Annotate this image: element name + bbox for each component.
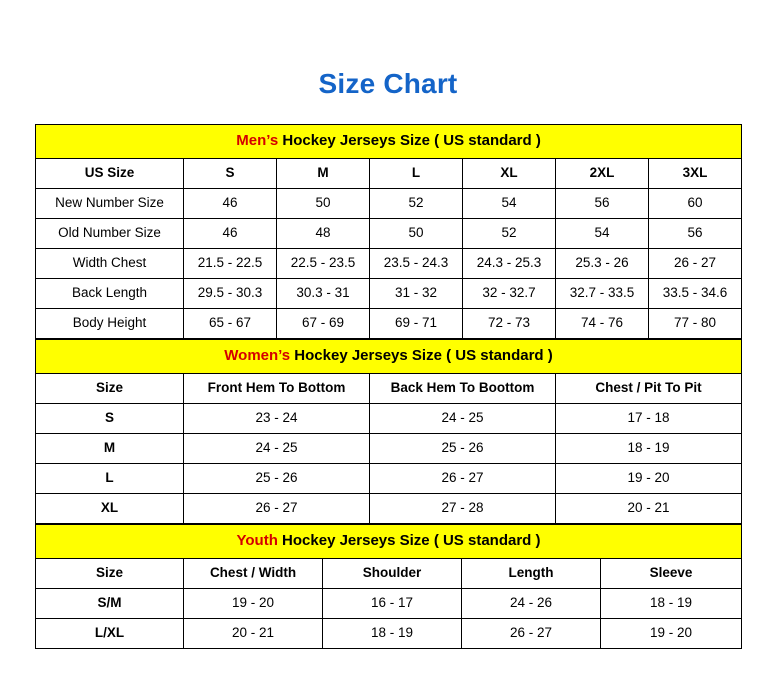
mens-row-3-cell-6: 33.5 - 34.6 — [649, 279, 742, 309]
womens-banner-cell — [36, 340, 742, 374]
womens-row-0-label: S — [36, 404, 184, 434]
womens-header-cell-3: Chest / Pit To Pit — [556, 374, 742, 404]
womens-row-1-cell-3: 18 - 19 — [556, 434, 742, 464]
mens-row-3-cell-2: 30.3 - 31 — [277, 279, 370, 309]
womens-row-0-cell-2: 24 - 25 — [370, 404, 556, 434]
mens-row-0-cell-3: 52 — [370, 189, 463, 219]
womens-row-3-cell-1: 26 - 27 — [184, 494, 370, 524]
mens-row-2-cell-3: 23.5 - 24.3 — [370, 249, 463, 279]
mens-row-0-cell-2: 50 — [277, 189, 370, 219]
youth-banner-cell — [36, 525, 742, 559]
mens-row-3-label: Back Length — [36, 279, 184, 309]
youth-row-1-cell-2: 18 - 19 — [323, 619, 462, 649]
womens-header-cell-1: Front Hem To Bottom — [184, 374, 370, 404]
mens-row-1-label: Old Number Size — [36, 219, 184, 249]
mens-header-cell-2: M — [277, 159, 370, 189]
youth-row-1-label: L/XL — [36, 619, 184, 649]
youth-row-1-cell-3: 26 - 27 — [462, 619, 601, 649]
mens-row-3-cell-3: 31 - 32 — [370, 279, 463, 309]
mens-header-cell-4: XL — [463, 159, 556, 189]
womens-row-0-cell-3: 17 - 18 — [556, 404, 742, 434]
womens-size-table — [35, 339, 742, 524]
womens-row-2-cell-2: 26 - 27 — [370, 464, 556, 494]
womens-row-1-cell-1: 24 - 25 — [184, 434, 370, 464]
mens-banner-row — [36, 125, 742, 159]
table-row — [36, 279, 742, 309]
youth-row-0-cell-2: 16 - 17 — [323, 589, 462, 619]
mens-row-2-cell-5: 25.3 - 26 — [556, 249, 649, 279]
womens-header-row — [36, 374, 742, 404]
mens-banner-cell — [36, 125, 742, 159]
table-row — [36, 189, 742, 219]
mens-row-2-cell-6: 26 - 27 — [649, 249, 742, 279]
mens-row-4-cell-6: 77 - 80 — [649, 309, 742, 339]
mens-row-0-cell-1: 46 — [184, 189, 277, 219]
youth-header-cell-0: Size — [36, 559, 184, 589]
mens-row-1-cell-5: 54 — [556, 219, 649, 249]
mens-row-4-label: Body Height — [36, 309, 184, 339]
youth-row-0-cell-4: 18 - 19 — [601, 589, 742, 619]
mens-row-0-cell-4: 54 — [463, 189, 556, 219]
womens-row-0-cell-1: 23 - 24 — [184, 404, 370, 434]
womens-row-3-cell-2: 27 - 28 — [370, 494, 556, 524]
mens-size-table — [35, 124, 742, 339]
youth-size-table — [35, 524, 742, 649]
mens-row-4-cell-1: 65 - 67 — [184, 309, 277, 339]
youth-header-row — [36, 559, 742, 589]
size-tables — [35, 124, 741, 649]
table-row — [36, 404, 742, 434]
mens-row-3-cell-5: 32.7 - 33.5 — [556, 279, 649, 309]
mens-banner-rest: Hockey Jerseys Size ( US standard ) — [278, 132, 541, 150]
womens-row-2-cell-1: 25 - 26 — [184, 464, 370, 494]
table-row — [36, 309, 742, 339]
youth-banner-accent: Youth — [236, 532, 278, 550]
womens-banner-rest: Hockey Jerseys Size ( US standard ) — [290, 347, 553, 365]
mens-header-cell-0: US Size — [36, 159, 184, 189]
youth-banner-row — [36, 525, 742, 559]
womens-row-2-label: L — [36, 464, 184, 494]
youth-row-1-cell-4: 19 - 20 — [601, 619, 742, 649]
mens-header-cell-5: 2XL — [556, 159, 649, 189]
mens-row-1-cell-6: 56 — [649, 219, 742, 249]
mens-row-0-label: New Number Size — [36, 189, 184, 219]
womens-header-cell-2: Back Hem To Boottom — [370, 374, 556, 404]
youth-row-0-cell-3: 24 - 26 — [462, 589, 601, 619]
table-row — [36, 464, 742, 494]
youth-banner-rest: Hockey Jerseys Size ( US standard ) — [277, 532, 541, 550]
youth-header-cell-2: Shoulder — [323, 559, 462, 589]
mens-row-4-cell-5: 74 - 76 — [556, 309, 649, 339]
youth-row-1-cell-1: 20 - 21 — [184, 619, 323, 649]
mens-row-0-cell-6: 60 — [649, 189, 742, 219]
youth-header-cell-1: Chest / Width — [184, 559, 323, 589]
mens-header-cell-1: S — [184, 159, 277, 189]
womens-banner-accent: Women’s — [224, 347, 291, 365]
youth-row-0-label: S/M — [36, 589, 184, 619]
table-row — [36, 249, 742, 279]
mens-row-0-cell-5: 56 — [556, 189, 649, 219]
table-row — [36, 619, 742, 649]
mens-header-cell-3: L — [370, 159, 463, 189]
womens-header-cell-0: Size — [36, 374, 184, 404]
womens-row-2-cell-3: 19 - 20 — [556, 464, 742, 494]
mens-row-4-cell-2: 67 - 69 — [277, 309, 370, 339]
page-title: Size Chart — [318, 68, 458, 99]
table-row — [36, 494, 742, 524]
mens-row-1-cell-1: 46 — [184, 219, 277, 249]
mens-header-cell-6: 3XL — [649, 159, 742, 189]
mens-row-2-label: Width Chest — [36, 249, 184, 279]
womens-row-3-cell-3: 20 - 21 — [556, 494, 742, 524]
mens-row-2-cell-4: 24.3 - 25.3 — [463, 249, 556, 279]
youth-header-cell-3: Length — [462, 559, 601, 589]
womens-row-3-label: XL — [36, 494, 184, 524]
womens-row-1-cell-2: 25 - 26 — [370, 434, 556, 464]
mens-row-2-cell-1: 21.5 - 22.5 — [184, 249, 277, 279]
table-row — [36, 434, 742, 464]
mens-row-2-cell-2: 22.5 - 23.5 — [277, 249, 370, 279]
womens-banner-row — [36, 340, 742, 374]
mens-row-1-cell-4: 52 — [463, 219, 556, 249]
youth-row-0-cell-1: 19 - 20 — [184, 589, 323, 619]
mens-row-1-cell-3: 50 — [370, 219, 463, 249]
mens-header-row — [36, 159, 742, 189]
mens-row-4-cell-3: 69 - 71 — [370, 309, 463, 339]
womens-row-1-label: M — [36, 434, 184, 464]
mens-row-3-cell-1: 29.5 - 30.3 — [184, 279, 277, 309]
mens-banner-accent: Men’s — [236, 132, 279, 150]
table-row — [36, 589, 742, 619]
table-row — [36, 219, 742, 249]
youth-header-cell-4: Sleeve — [601, 559, 742, 589]
mens-row-1-cell-2: 48 — [277, 219, 370, 249]
mens-row-4-cell-4: 72 - 73 — [463, 309, 556, 339]
mens-row-3-cell-4: 32 - 32.7 — [463, 279, 556, 309]
